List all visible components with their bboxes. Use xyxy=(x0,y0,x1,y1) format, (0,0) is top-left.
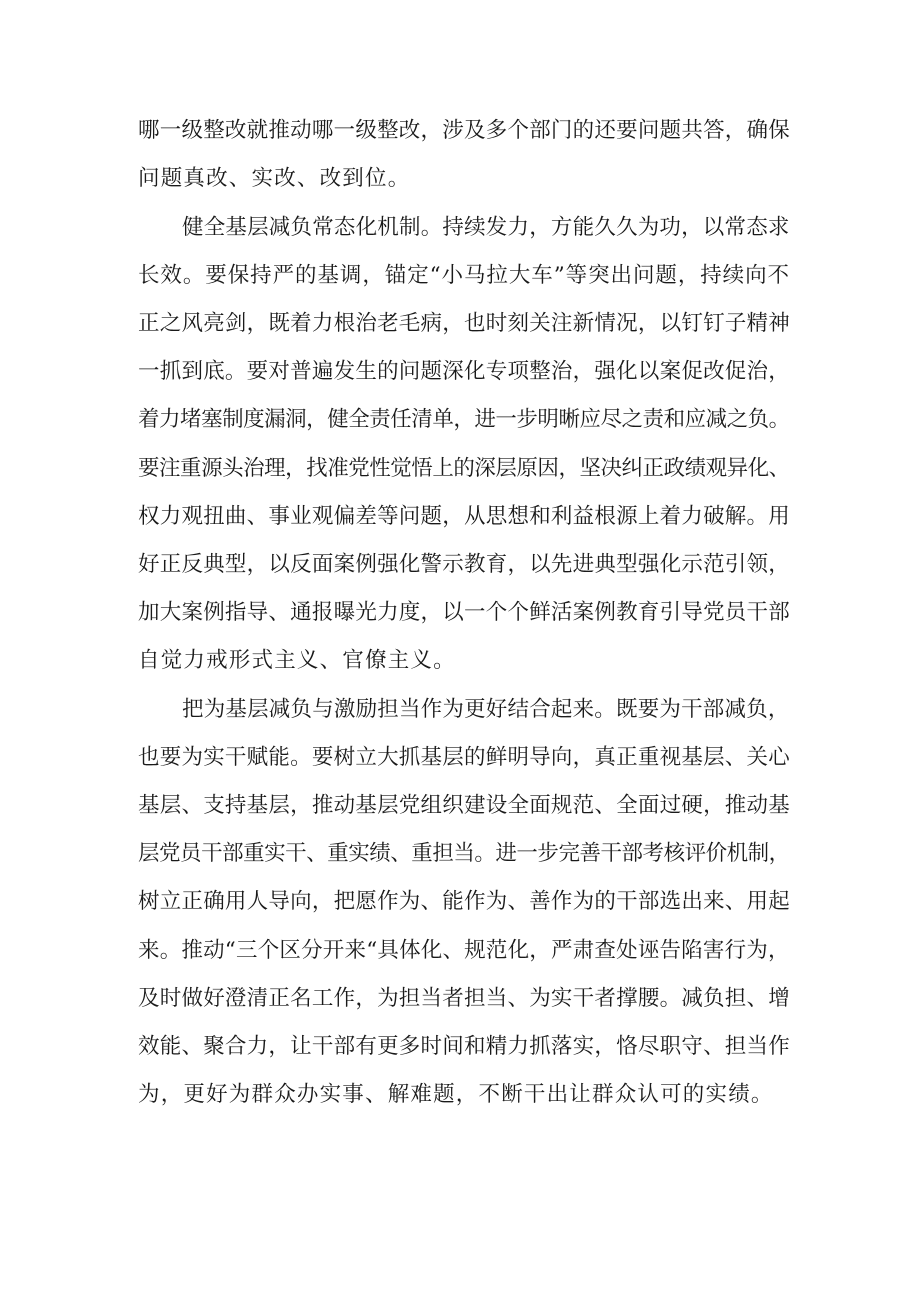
paragraph-2-line-4: 一抓到底。要对普遍发生的问题深化专项整治，强化以案促改促治， xyxy=(138,359,791,384)
paragraph-2-line-8: 好正反典型，以反面案例强化警示教育，以先进典型强化示范引领， xyxy=(138,552,791,577)
paragraph-3-line-5: 树立正确用人导向，把愿作为、能作为、善作为的干部选出来、用起 xyxy=(138,889,791,914)
paragraph-3-line-4: 层党员干部重实干、重实绩、重担当。进一步完善干部考核评价机制， xyxy=(138,841,790,866)
paragraph-2-line-2: 长效。要保持严的基调，锚定“小马拉大车”等突出问题，持续向不 xyxy=(138,263,790,288)
paragraph-2-line-6: 要注重源头治理，找准党性觉悟上的深层原因，坚决纠正政绩观异化、 xyxy=(138,456,790,481)
paragraph-3-line-8: 效能、聚合力，让干部有更多时间和精力抓落实，恪尽职守、担当作 xyxy=(138,1034,791,1059)
paragraph-3-line-9: 为，更好为群众办实事、解难题，不断干出让群众认可的实绩。 xyxy=(138,1082,774,1107)
paragraph-3-line-7: 及时做好澄清正名工作，为担当者担当、为实干者撑腰。减负担、增 xyxy=(138,986,791,1011)
paragraph-3-line-1: 把为基层减负与激励担当作为更好结合起来。既要为干部减负， xyxy=(182,697,790,722)
paragraph-3-line-2: 也要为实干赋能。要树立大抓基层的鲜明导向，真正重视基层、关心 xyxy=(138,745,791,770)
paragraph-3-line-3: 基层、支持基层，推动基层党组织建设全面规范、全面过硬，推动基 xyxy=(138,793,791,818)
paragraph-2-line-10: 自觉力戒形式主义、官僚主义。 xyxy=(138,648,456,673)
paragraph-2-line-5: 着力堵塞制度漏洞，健全责任清单，进一步明晰应尽之责和应减之负。 xyxy=(138,407,790,432)
paragraph-2-line-9: 加大案例指导、通报曝光力度，以一个个鲜活案例教育引导党员干部 xyxy=(138,600,791,625)
paragraph-2-line-1: 健全基层减负常态化机制。持续发力，方能久久为功，以常态求 xyxy=(182,215,790,240)
paragraph-3-line-6: 来。推动“三个区分开来“具体化、规范化，严肃查处诬告陷害行为， xyxy=(138,938,790,963)
paragraph-1-line-1: 哪一级整改就推动哪一级整改，涉及多个部门的还要问题共答，确保 xyxy=(138,118,791,143)
paragraph-2-line-3: 正之风亮剑，既着力根治老毛病，也时刻关注新情况，以钉钉子精神 xyxy=(138,311,791,336)
paragraph-2-line-7: 权力观扭曲、事业观偏差等问题，从思想和利益根源上着力破解。用 xyxy=(138,504,791,529)
paragraph-1-line-2: 问题真改、实改、改到位。 xyxy=(138,166,411,191)
